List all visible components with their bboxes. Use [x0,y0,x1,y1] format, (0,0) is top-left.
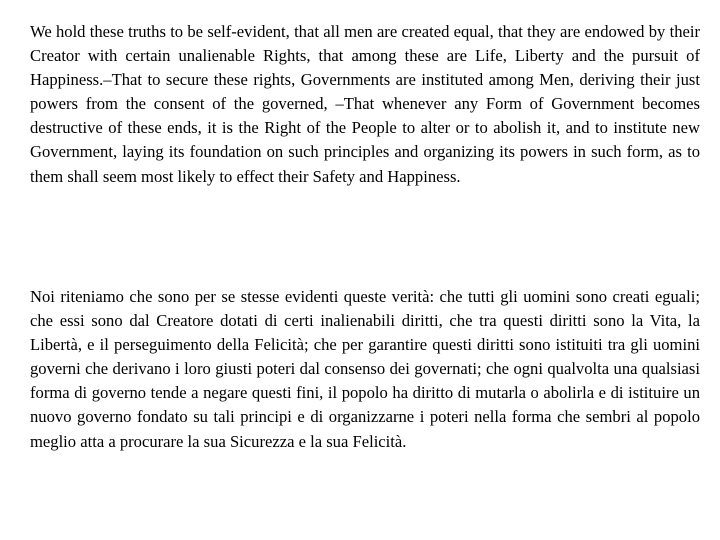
paragraph-italian: Noi riteniamo che sono per se stesse evidenti queste verità: che tutti gli uomini sono creati eguali; che essi sono dal Creatore dotati di certi inalienabili diritti, che tra questi diritti sono la Vita, la Libertà, e il perseguimento della Felicità; che per garantire questi diritti sono istituiti tra gli uomini governi che derivano i loro giusti poteri dal consenso dei governati; che ogni qualvolta una qualsiasi forma di governo tende a negare questi fini, il popolo ha diritto di mutarla o abolirla e di istituire un nuovo governo fondato su tali principi e di organizzarne i poteri nella forma che sembri al popolo meglio atta a procurare la sua Sicurezza e la sua Felicità. [30,287,700,451]
paragraph-english: We hold these truths to be self-evident, that all men are created equal, that they are endowed by their Creator with certain unalienable Rights, that among these are Life, Liberty and the pursuit of Happiness.–That to secure these rights, Governments are instituted among Men, deriving their just powers from the consent of the governed, –That whenever any Form of Government becomes destructive of these ends, it is the Right of the People to alter or to abolish it, and to institute new Government, laying its foundation on such principles and organizing its powers in such form, as to them shall seem most likely to effect their Safety and Happiness. [30,22,700,186]
document-page [30,0,700,540]
